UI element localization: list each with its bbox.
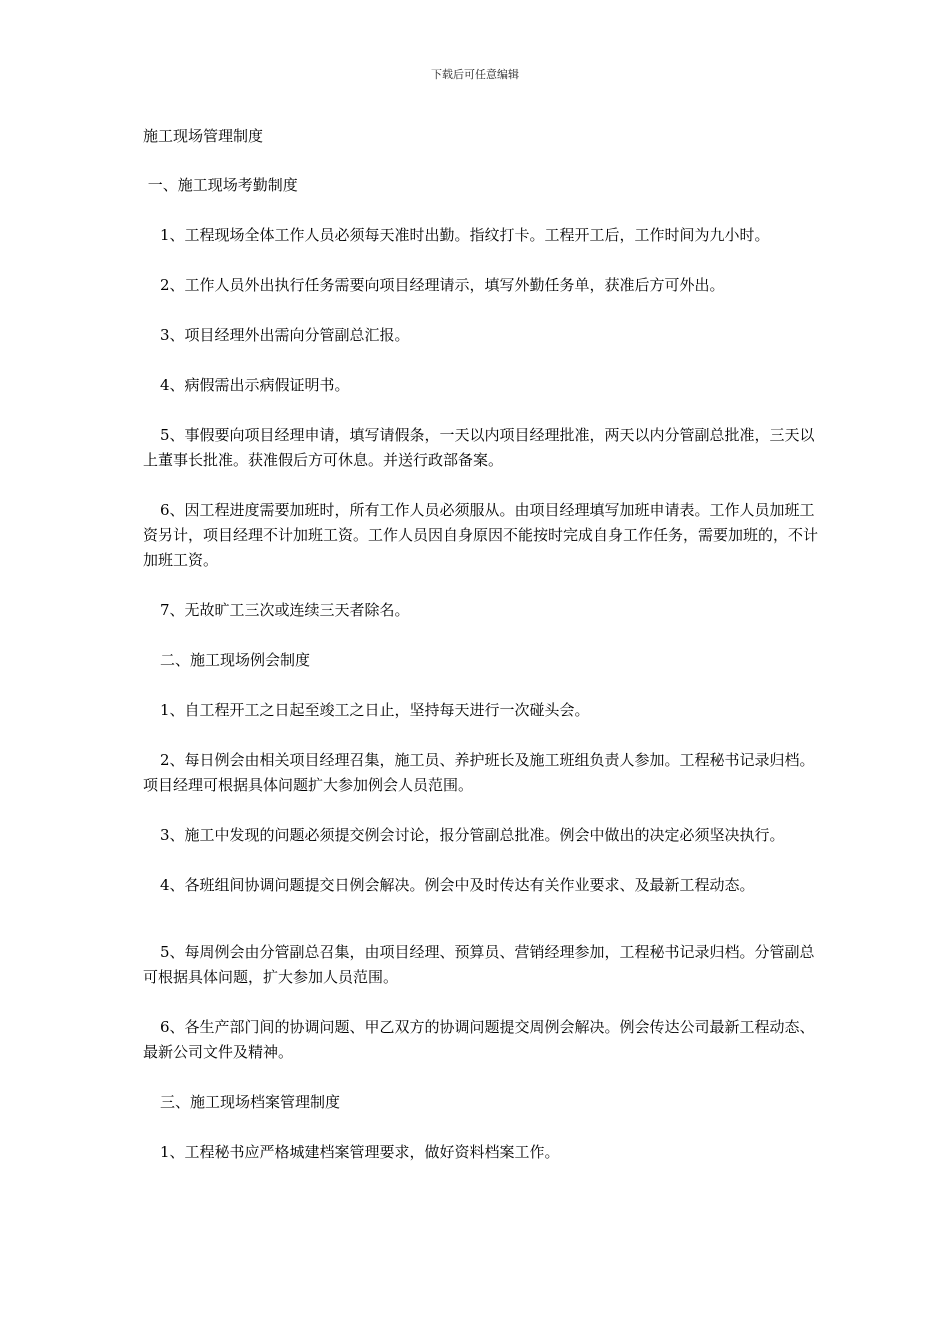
list-item: 2、工作人员外出执行任务需要向项目经理请示，填写外勤任务单，获准后方可外出。 [160, 276, 725, 294]
list-item: 5、每周例会由分管副总召集，由项目经理、预算员、营销经理参加，工程秘书记录归档。分管副总可根据具体问题，扩大参加人员范围。 [143, 943, 815, 986]
list-item: 6、因工程进度需要加班时，所有工作人员必须服从。由项目经理填写加班申请表。工作人员加班工资另计，项目经理不计加班工资。工作人员因自身原因不能按时完成自身工作任务，需要加班的，不计加班工资。 [143, 501, 819, 569]
section-heading: 三、施工现场档案管理制度 [160, 1093, 341, 1111]
section-heading: 二、施工现场例会制度 [160, 651, 311, 669]
list-item: 6、各生产部门间的协调问题、甲乙双方的协调问题提交周例会解决。例会传达公司最新工程动态、最新公司文件及精神。 [143, 1018, 815, 1061]
section-meetings [143, 648, 823, 1090]
list-item: 2、每日例会由相关项目经理召集，施工员、养护班长及施工班组负责人参加。工程秘书记录归档。项目经理可根据具体问题扩大参加例会人员范围。 [143, 751, 815, 794]
list-item: 3、项目经理外出需向分管副总汇报。 [160, 326, 410, 344]
header-note: 下载后可任意编辑 [431, 68, 519, 81]
list-item: 1、工程秘书应严格城建档案管理要求，做好资料档案工作。 [160, 1143, 560, 1161]
section-heading: 一、施工现场考勤制度 [143, 176, 298, 194]
list-item: 7、无故旷工三次或连续三天者除名。 [160, 601, 410, 619]
list-item: 4、病假需出示病假证明书。 [160, 376, 350, 394]
list-item: 5、事假要向项目经理申请，填写请假条，一天以内项目经理批准，两天以内分管副总批准，三天以上董事长批准。获准假后方可休息。并送行政部备案。 [143, 426, 815, 469]
list-item: 4、各班组间协调问题提交日例会解决。例会中及时传达有关作业要求、及最新工程动态。 [160, 876, 755, 894]
list-item: 3、施工中发现的问题必须提交例会讨论，报分管副总批准。例会中做出的决定必须坚决执行。 [160, 826, 785, 844]
section-archives [143, 1090, 823, 1165]
document-title: 施工现场管理制度 [143, 127, 264, 145]
document-body [143, 124, 823, 1165]
section-attendance [143, 173, 823, 648]
list-item: 1、工程现场全体工作人员必须每天准时出勤。指纹打卡。工程开工后，工作时间为九小时。 [160, 226, 770, 244]
list-item: 1、自工程开工之日起至竣工之日止，坚持每天进行一次碰头会。 [160, 701, 590, 719]
